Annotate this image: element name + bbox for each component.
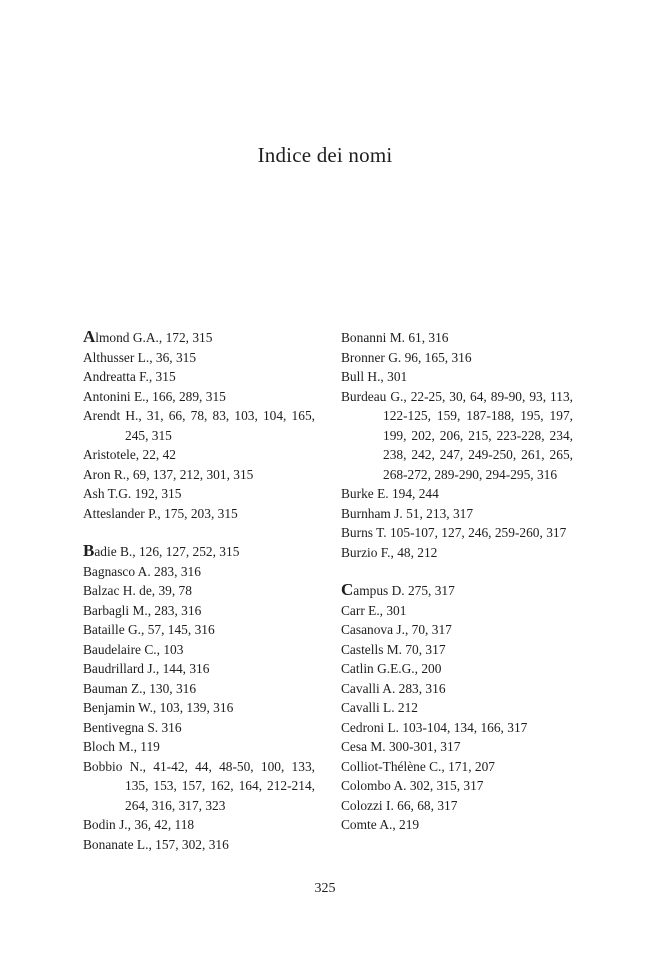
index-section-b	[83, 542, 315, 854]
index-entry: Bauman Z., 130, 316	[83, 680, 197, 696]
index-entry: Baudrillard J., 144, 316	[83, 661, 210, 676]
section-letter: B	[83, 541, 95, 560]
index-entry: Bronner G. 96, 165, 316	[341, 349, 472, 365]
index-entry: Aristotele, 22, 42	[83, 447, 176, 462]
index-entry: Ash T.G. 192, 315	[83, 486, 182, 501]
index-column-right	[341, 328, 573, 835]
index-entry: Barbagli M., 283, 316	[83, 602, 202, 618]
index-entry	[83, 328, 315, 348]
index-entry: Arendt H., 31, 66, 78, 83, 103, 104, 165, 245, 315	[83, 408, 315, 443]
index-entry: Colombo A. 302, 315, 317	[341, 778, 484, 793]
index-entry: Catlin G.E.G., 200	[341, 661, 442, 676]
index-section-b-continued	[341, 328, 573, 562]
index-entry: Bodin J., 36, 42, 118	[83, 817, 195, 832]
index-entry: Casanova J., 70, 317	[341, 622, 452, 637]
index-entry	[341, 581, 573, 601]
index-entry: Aron R., 69, 137, 212, 301, 315	[83, 466, 254, 482]
index-entry: Burdeau G., 22-25, 30, 64, 89-90, 93, 113, 122-125, 159, 187-188, 195, 197, 199, 202, 206, 215, 223-228, 234, 238, 242, 247, 249-250, 261, 265, 268-272, 289-290, 294-295, 316	[341, 388, 573, 482]
index-entry: Bloch M., 119	[83, 739, 160, 754]
index-entry: Atteslander P., 175, 203, 315	[83, 505, 238, 521]
index-entry: Carr E., 301	[341, 602, 407, 618]
index-entry: Comte A., 219	[341, 817, 420, 832]
index-entry: Colozzi I. 66, 68, 317	[341, 797, 458, 813]
index-entry	[83, 542, 315, 562]
section-letter: C	[341, 580, 354, 599]
index-entry: Cavalli L. 212	[341, 700, 418, 715]
index-entry: Antonini E., 166, 289, 315	[83, 388, 226, 404]
index-entry-text: ampus D. 275, 317	[353, 583, 455, 598]
index-entry: Burnham J. 51, 213, 317	[341, 505, 474, 521]
index-entry: Bataille G., 57, 145, 316	[83, 622, 215, 637]
index-column-left	[83, 328, 315, 854]
index-entry: Cavalli A. 283, 316	[341, 680, 446, 696]
index-entry: Burke E. 194, 244	[341, 486, 439, 501]
index-entry: Burns T. 105-107, 127, 246, 259-260, 317	[341, 525, 567, 540]
index-entry: Bonanni M. 61, 316	[341, 330, 449, 345]
index-entry-text: lmond G.A., 172, 315	[95, 330, 213, 345]
page-number: 325	[314, 881, 336, 896]
index-entry: Andreatta F., 315	[83, 369, 176, 384]
index-entry: Castells M. 70, 317	[341, 641, 446, 657]
index-entry-text: adie B., 126, 127, 252, 315	[94, 544, 240, 559]
index-section-a	[83, 328, 315, 523]
index-entry: Balzac H. de, 39, 78	[83, 583, 192, 598]
index-entry: Bonanate L., 157, 302, 316	[83, 836, 229, 852]
index-entry: Bobbio N., 41-42, 44, 48-50, 100, 133, 135, 153, 157, 162, 164, 212-214, 264, 316, 317, 323	[83, 758, 315, 813]
index-entry: Bentivegna S. 316	[83, 719, 182, 735]
index-entry: Bagnasco A. 283, 316	[83, 563, 201, 579]
index-entry: Bull H., 301	[341, 369, 408, 384]
index-entry: Benjamin W., 103, 139, 316	[83, 700, 234, 715]
index-entry: Cedroni L. 103-104, 134, 166, 317	[341, 719, 528, 735]
index-section-c	[341, 581, 573, 835]
page-title: Indice dei nomi	[257, 143, 393, 167]
index-entry: Althusser L., 36, 315	[83, 349, 197, 365]
section-letter: A	[83, 327, 96, 346]
index-entry: Baudelaire C., 103	[83, 641, 184, 657]
index-entry: Burzio F., 48, 212	[341, 544, 438, 560]
index-entry: Colliot-Thélène C., 171, 207	[341, 758, 495, 774]
index-entry: Cesa M. 300-301, 317	[341, 739, 461, 754]
